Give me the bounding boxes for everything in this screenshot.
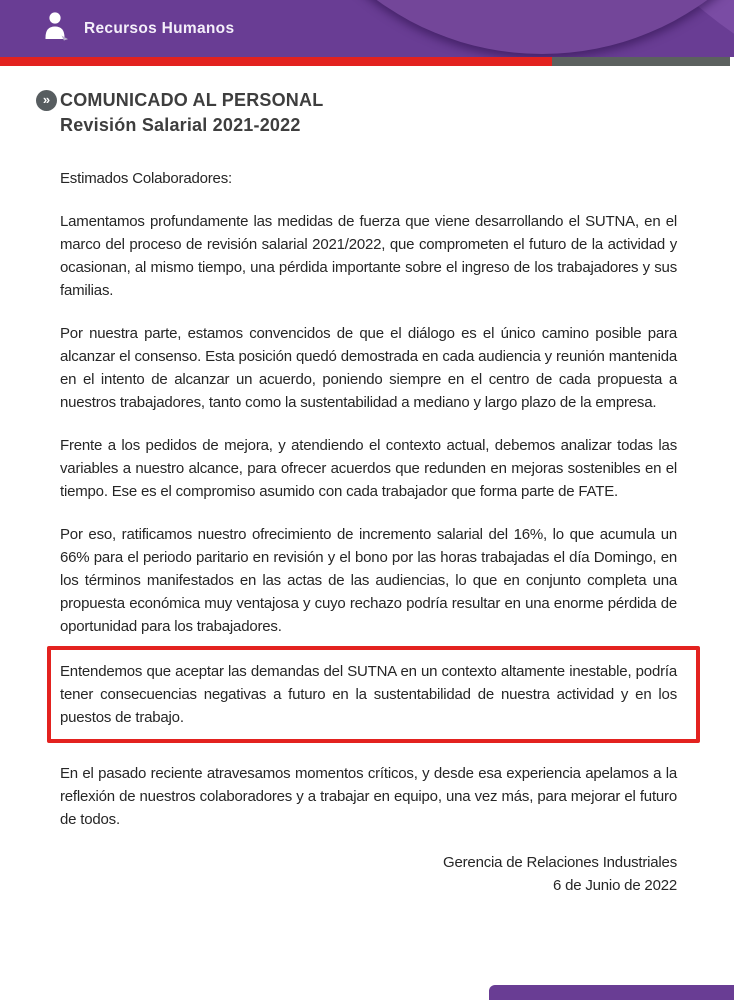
header-banner — [0, 0, 734, 57]
greeting: Estimados Colaboradores: — [60, 170, 232, 187]
letter-body — [42, 88, 677, 897]
highlighted-paragraph-box — [47, 646, 700, 743]
header-brand-label: Recursos Humanos — [84, 19, 235, 37]
title-block — [42, 88, 677, 138]
signature-block — [60, 851, 677, 897]
paragraph-2: Por nuestra parte, estamos convencidos de que el diálogo es el único camino posible para alcanzar el consenso. Esta posición quedó demostrada en cada audiencia y reunión mantenida en el intento de alcanzar un acuerdo, poniendo siempre en el centro de cada propuesta a nuestros trabajadores, tanto como la sustentabilidad a mediano y largo plazo de la empresa. — [60, 325, 677, 411]
double-chevron-icon: » — [36, 90, 57, 111]
person-icon — [44, 11, 70, 41]
accent-bar-red-segment — [0, 57, 552, 66]
closing-paragraph: En el pasado reciente atravesamos momentos críticos, y desde esa experiencia apelamos a la reflexión de nuestros colaboradores y a trabajar en equipo, una vez más, para mejorar el futuro de todos. — [60, 765, 677, 828]
accent-bar-gray-segment — [552, 57, 730, 66]
page-title — [60, 88, 677, 138]
accent-bar — [0, 57, 734, 66]
footer-bar — [489, 985, 734, 1000]
signature-line-1: Gerencia de Relaciones Industriales — [443, 854, 677, 871]
title-line-1: COMUNICADO AL PERSONAL — [60, 90, 324, 110]
paragraph-4: Por eso, ratificamos nuestro ofrecimiento de incremento salarial del 16%, lo que acumula un 66% para el periodo paritario en revisión y el bono por las horas trabajadas el día Domingo, en los términos manifestados en las actas de las audiencias, lo que en conjunto completa una propuesta económica muy ventajosa y cuyo rechazo podría resultar en una enorme pérdida de oportunidad para los trabajadores. — [60, 526, 677, 635]
highlighted-paragraph: Entendemos que aceptar las demandas del SUTNA en un contexto altamente inestable, podría tener consecuencias negativas a futuro en la sustentabilidad de nuestra actividad y en los puestos de trabajo. — [60, 663, 677, 726]
title-line-2: Revisión Salarial 2021-2022 — [60, 115, 301, 135]
paragraph-3: Frente a los pedidos de mejora, y atendiendo el contexto actual, debemos analizar todas las variables a nuestro alcance, para ofrecer acuerdos que redunden en mejoras sostenibles en el tiempo. Ese es el compromiso asumido con cada trabajador que forma parte de FATE. — [60, 437, 677, 500]
paragraph-1: Lamentamos profundamente las medidas de fuerza que viene desarrollando el SUTNA, en el marco del proceso de revisión salarial 2021/2022, que comprometen el futuro de la actividad y ocasionan, al mismo tiempo, una pérdida importante sobre el ingreso de los trabajadores y sus familias. — [60, 213, 677, 299]
header-decor-circle-center — [262, 0, 734, 54]
signature-line-2: 6 de Junio de 2022 — [552, 877, 677, 894]
